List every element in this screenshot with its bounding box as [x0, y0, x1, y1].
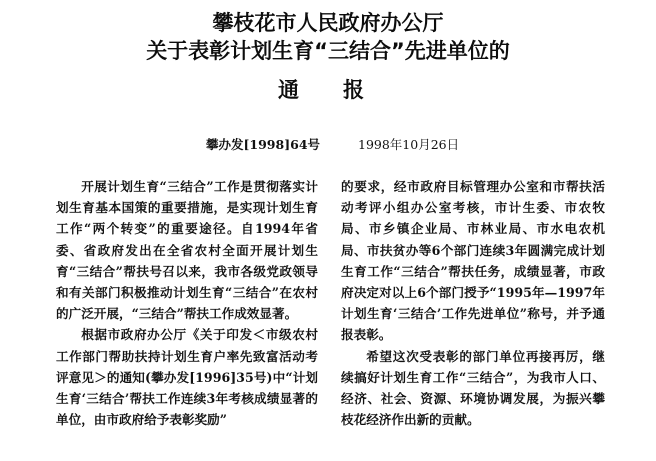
issuer-title: 攀枝花市人民政府办公厅: [212, 11, 444, 35]
document-type-title: 通报: [278, 78, 408, 102]
body-paragraph: 开展计划生育“三结合”工作是贯彻落实计划生育基本国策的重要措施，是实现计划生育工作“两个转变”的重要途径。自1994年省委、省政府发出在全省农村全面开展计划生育“三结合”帮扶号召以来，我市各级党政领导和有关部门积极推动计划生育“三结合”在农村的广泛开展，“三结合”帮扶工作成效显著。: [56, 179, 318, 322]
document-date: 1998年10月26日: [358, 137, 460, 152]
body-paragraph: 根据市政府办公厅《关于印发＜市级农村工作部门帮助扶持计划生育户率先致富活动考评意见＞的通知(攀办发[1996]35号)中“计划生育‘三结合’帮扶工作连续3年考核成绩显著的单位，由市政府给予表彰奖励”: [56, 327, 318, 428]
body-paragraph-continued: 的要求，经市政府目标管理办公室和市帮扶活动考评小组办公室考核，市计生委、市农牧局、市乡镇企业局、市林业局、市水电农机局、市扶贫办等6个部门连续3年圆满完成计划生育工作“三结合”帮扶任务，成绩显著，市政府决定对以上6个部门授予“1995年—1997年计划生育‘三结合’工作先进单位”称号，并予通报表彰。: [341, 179, 605, 343]
body-column-right: [341, 176, 605, 430]
body-paragraph: 希望这次受表彰的部门单位再接再厉，继续搞好计划生育工作“三结合”，为我市人口、经济、社会、资源、环境协调发展，为振兴攀枝花经济作出新的贡献。: [341, 348, 605, 428]
document-subject-title: 关于表彰计划生育“三结合”先进单位的: [146, 39, 510, 63]
document-number: 攀办发[1998]64号: [206, 137, 321, 152]
body-column-left: [56, 176, 318, 430]
